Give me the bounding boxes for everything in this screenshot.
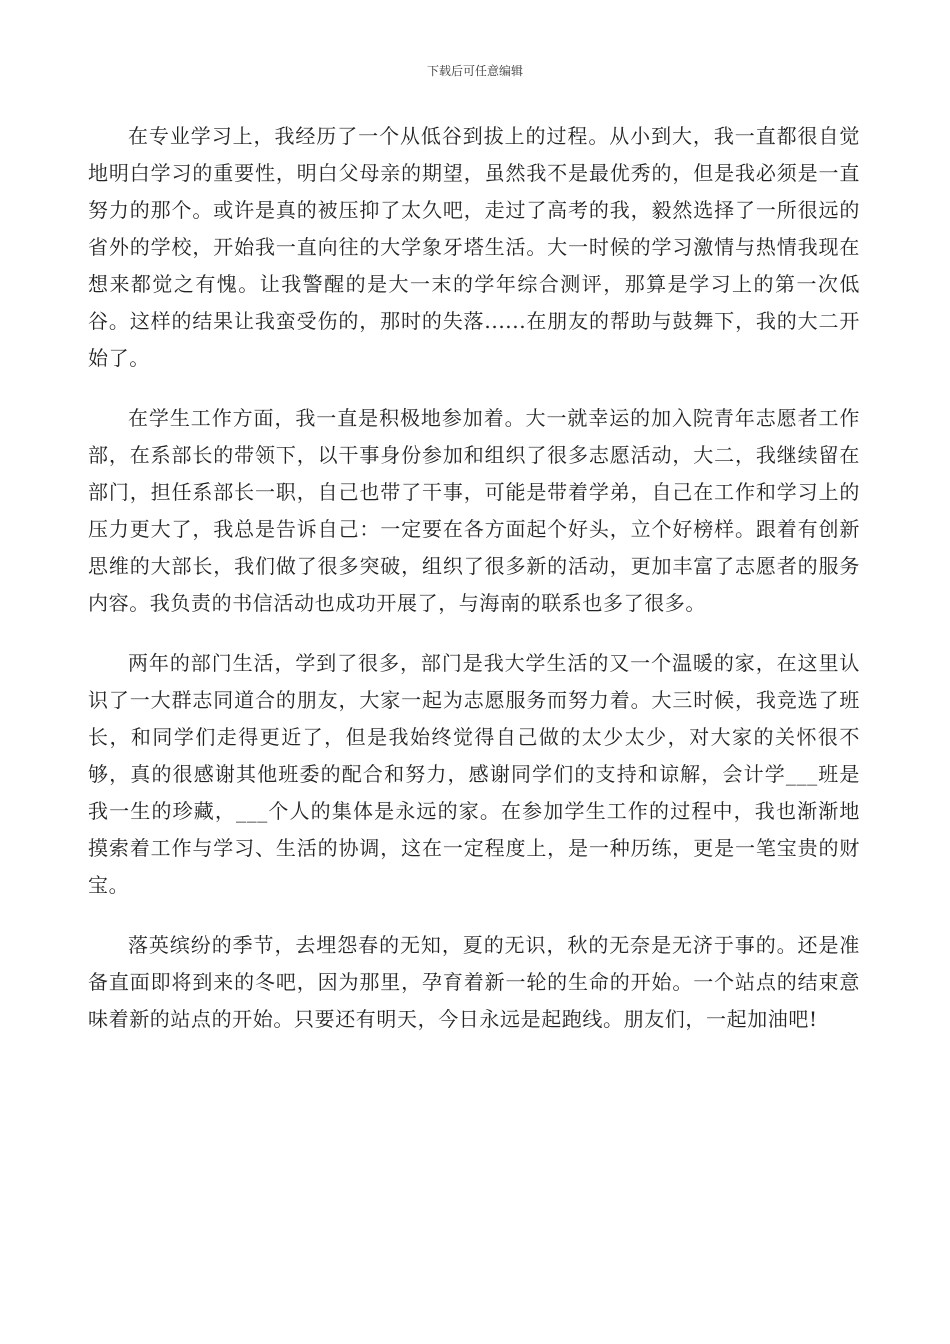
paragraph-conclusion: 落英缤纷的季节，去埋怨春的无知，夏的无识，秋的无奈是无济于事的。还是准备直面即将到来的冬吧，因为那里，孕育着新一轮的生命的开始。一个站点的结束意味着新的站点的开始。只要还有明天，今日永远是起跑线。朋友们，一起加油吧! bbox=[88, 933, 860, 1031]
paragraph-student-work: 在学生工作方面，我一直是积极地参加着。大一就幸运的加入院青年志愿者工作部，在系部长的带领下，以干事身份参加和组织了很多志愿活动，大二，我继续留在部门，担任系部长一职，自己也带了干事，可能是带着学弟，自己在工作和学习上的压力更大了，我总是告诉自己：一定要在各方面起个好头，立个好榜样。跟着有创新思维的大部长，我们做了很多突破，组织了很多新的活动，更加丰富了志愿者的服务内容。我负责的书信活动也成功开展了，与海南的联系也多了很多。 bbox=[88, 406, 860, 615]
paragraph-study: 在专业学习上，我经历了一个从低谷到拔上的过程。从小到大，我一直都很自觉地明白学习的重要性，明白父母亲的期望，虽然我不是最优秀的，但是我必须是一直努力的那个。或许是真的被压抑了太久吧，走过了高考的我，毅然选择了一所很远的省外的学校，开始我一直向往的大学象牙塔生活。大一时候的学习激情与热情我现在想来都觉之有愧。让我警醒的是大一末的学年综合测评，那算是学习上的第一次低谷。这样的结果让我蛮受伤的，那时的失落......在朋友的帮助与鼓舞下，我的大二开始了。 bbox=[88, 124, 860, 370]
page-header: 下载后可任意编辑 bbox=[426, 64, 523, 78]
document-body bbox=[88, 118, 860, 1061]
paragraph-department-life: 两年的部门生活，学到了很多，部门是我大学生活的又一个温暖的家，在这里认识了一大群志同道合的朋友，大家一起为志愿服务而努力着。大三时候，我竞选了班长，和同学们走得更近了，但是我始终觉得自己做的太少太少，对大家的关怀很不够，真的很感谢其他班委的配合和努力，感谢同学们的支持和谅解，会计学___班是我一生的珍藏，___个人的集体是永远的家。在参加学生工作的过程中，我也渐渐地摸索着工作与学习、生活的协调，这在一定程度上，是一种历练，更是一笔宝贵的财宝。 bbox=[88, 651, 860, 897]
